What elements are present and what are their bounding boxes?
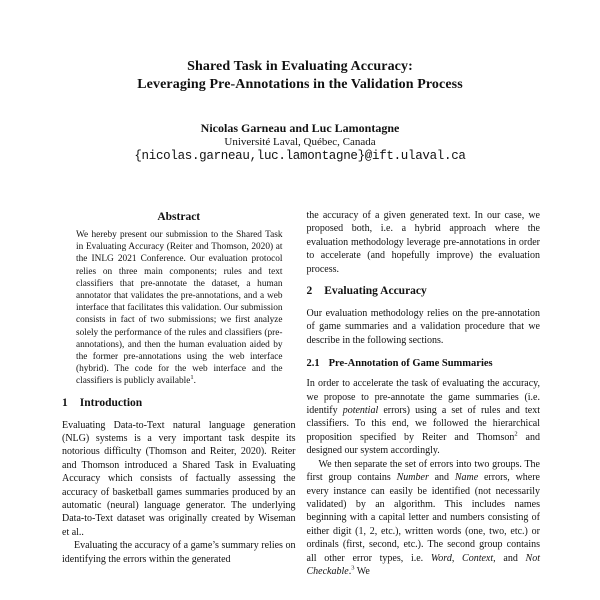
intro-paragraph-1: Evaluating Data-to-Text natural language generation (NLG) systems is a very important task despite its notorious difficulty (Thomson and Reiter, 2020). Reiter and Thomson introduced a Shared Task in Evaluating Accuracy which consists of factually assessing the accuracy of basketball games summaries produced by an automatic (neural) language generator. The underlying Data-to-Text dataset was originally created by Wiseman et al.. — [62, 419, 296, 538]
abstract-heading: Abstract — [157, 211, 201, 223]
author-affiliation: Université Laval, Québec, Canada — [224, 136, 376, 148]
section-2-1-paragraph-2: We then separate the set of errors into two groups. The first group contains Number and Name errors, where every instance can easily be identified (not necessarily validated) by an algorithm. This includes names beginning with a capital letter and numbers consisting of either digit (1, 2, etc.), written words (one, two, etc.) or ordinals (first, second, etc.). The second group contains all other error types, i.e. Word, Context, and Not Checkable.$^3$ We — [306, 458, 540, 577]
paper-title-line2: Leveraging Pre-Annotations in the Validation Process — [137, 77, 463, 92]
author-names: Nicolas Garneau and Luc Lamontagne — [200, 121, 400, 135]
title-block — [0, 58, 600, 164]
intro-paragraph-2: Evaluating the accuracy of a game’s summary relies on identifying the errors within the generated — [62, 540, 296, 565]
section-2-1-number: 2.1 — [306, 358, 320, 370]
section-2-heading — [307, 285, 541, 297]
section-2-1-paragraph-1: In order to accelerate the task of evaluating the accuracy, we propose to pre-annotate the game summaries (i.e. identify potential errors) using a set of rules and text classifiers. To this end, we followed the hierarchical proposition specified by Reiter and Thomson$^2$ and designed our system accordingly. — [306, 378, 540, 457]
paper-title-line1: Shared Task in Evaluating Accuracy: — [187, 59, 413, 74]
section-1-number: 1 — [62, 396, 68, 409]
left-column — [62, 164, 296, 578]
two-column-body — [0, 164, 600, 578]
section-2-1-title: Pre-Annotation of Game Summaries — [328, 358, 493, 370]
section-2-title: Evaluating Accuracy — [324, 285, 427, 298]
section-2-1-heading — [307, 358, 541, 369]
right-column — [307, 164, 541, 578]
section-2-paragraph-1: Our evaluation methodology relies on the pre-annotation of game summaries and a validation procedure that we describe in the following sections. — [306, 308, 540, 346]
section-2-number: 2 — [306, 285, 313, 298]
continuation-paragraph: the accuracy of a given generated text. In our case, we proposed both, i.e. a hybrid approach where the evaluation methodology leverage pre-annotations in order to accelerate (and hopefully improve) the evaluation process. — [306, 210, 540, 275]
section-1-title: Introduction — [79, 396, 143, 409]
abstract-body: We hereby present our submission to the Shared Task in Evaluating Accuracy (Reiter and Thomson, 2020) at the INLG 2021 Conference. Our evaluation protocol relies on three main components; rules and text classifiers that pre-annotate the dataset, a human annotator that validates the pre-annotations, and a web interface that facilitates this validation. Our submission consists in fact of two submissions; we first analyze solely the performance of the rules and classifiers (pre-annotations), and then the human evaluation aided by the former pre-annotations using the web interface (hybrid). The code for the web interface and the classifiers is publicly available$^1$. — [76, 230, 283, 387]
section-1-heading — [62, 397, 296, 409]
author-email: {nicolas.garneau,luc.lamontagne}@ift.ulaval.ca — [134, 149, 466, 163]
paper-title — [0, 58, 600, 94]
